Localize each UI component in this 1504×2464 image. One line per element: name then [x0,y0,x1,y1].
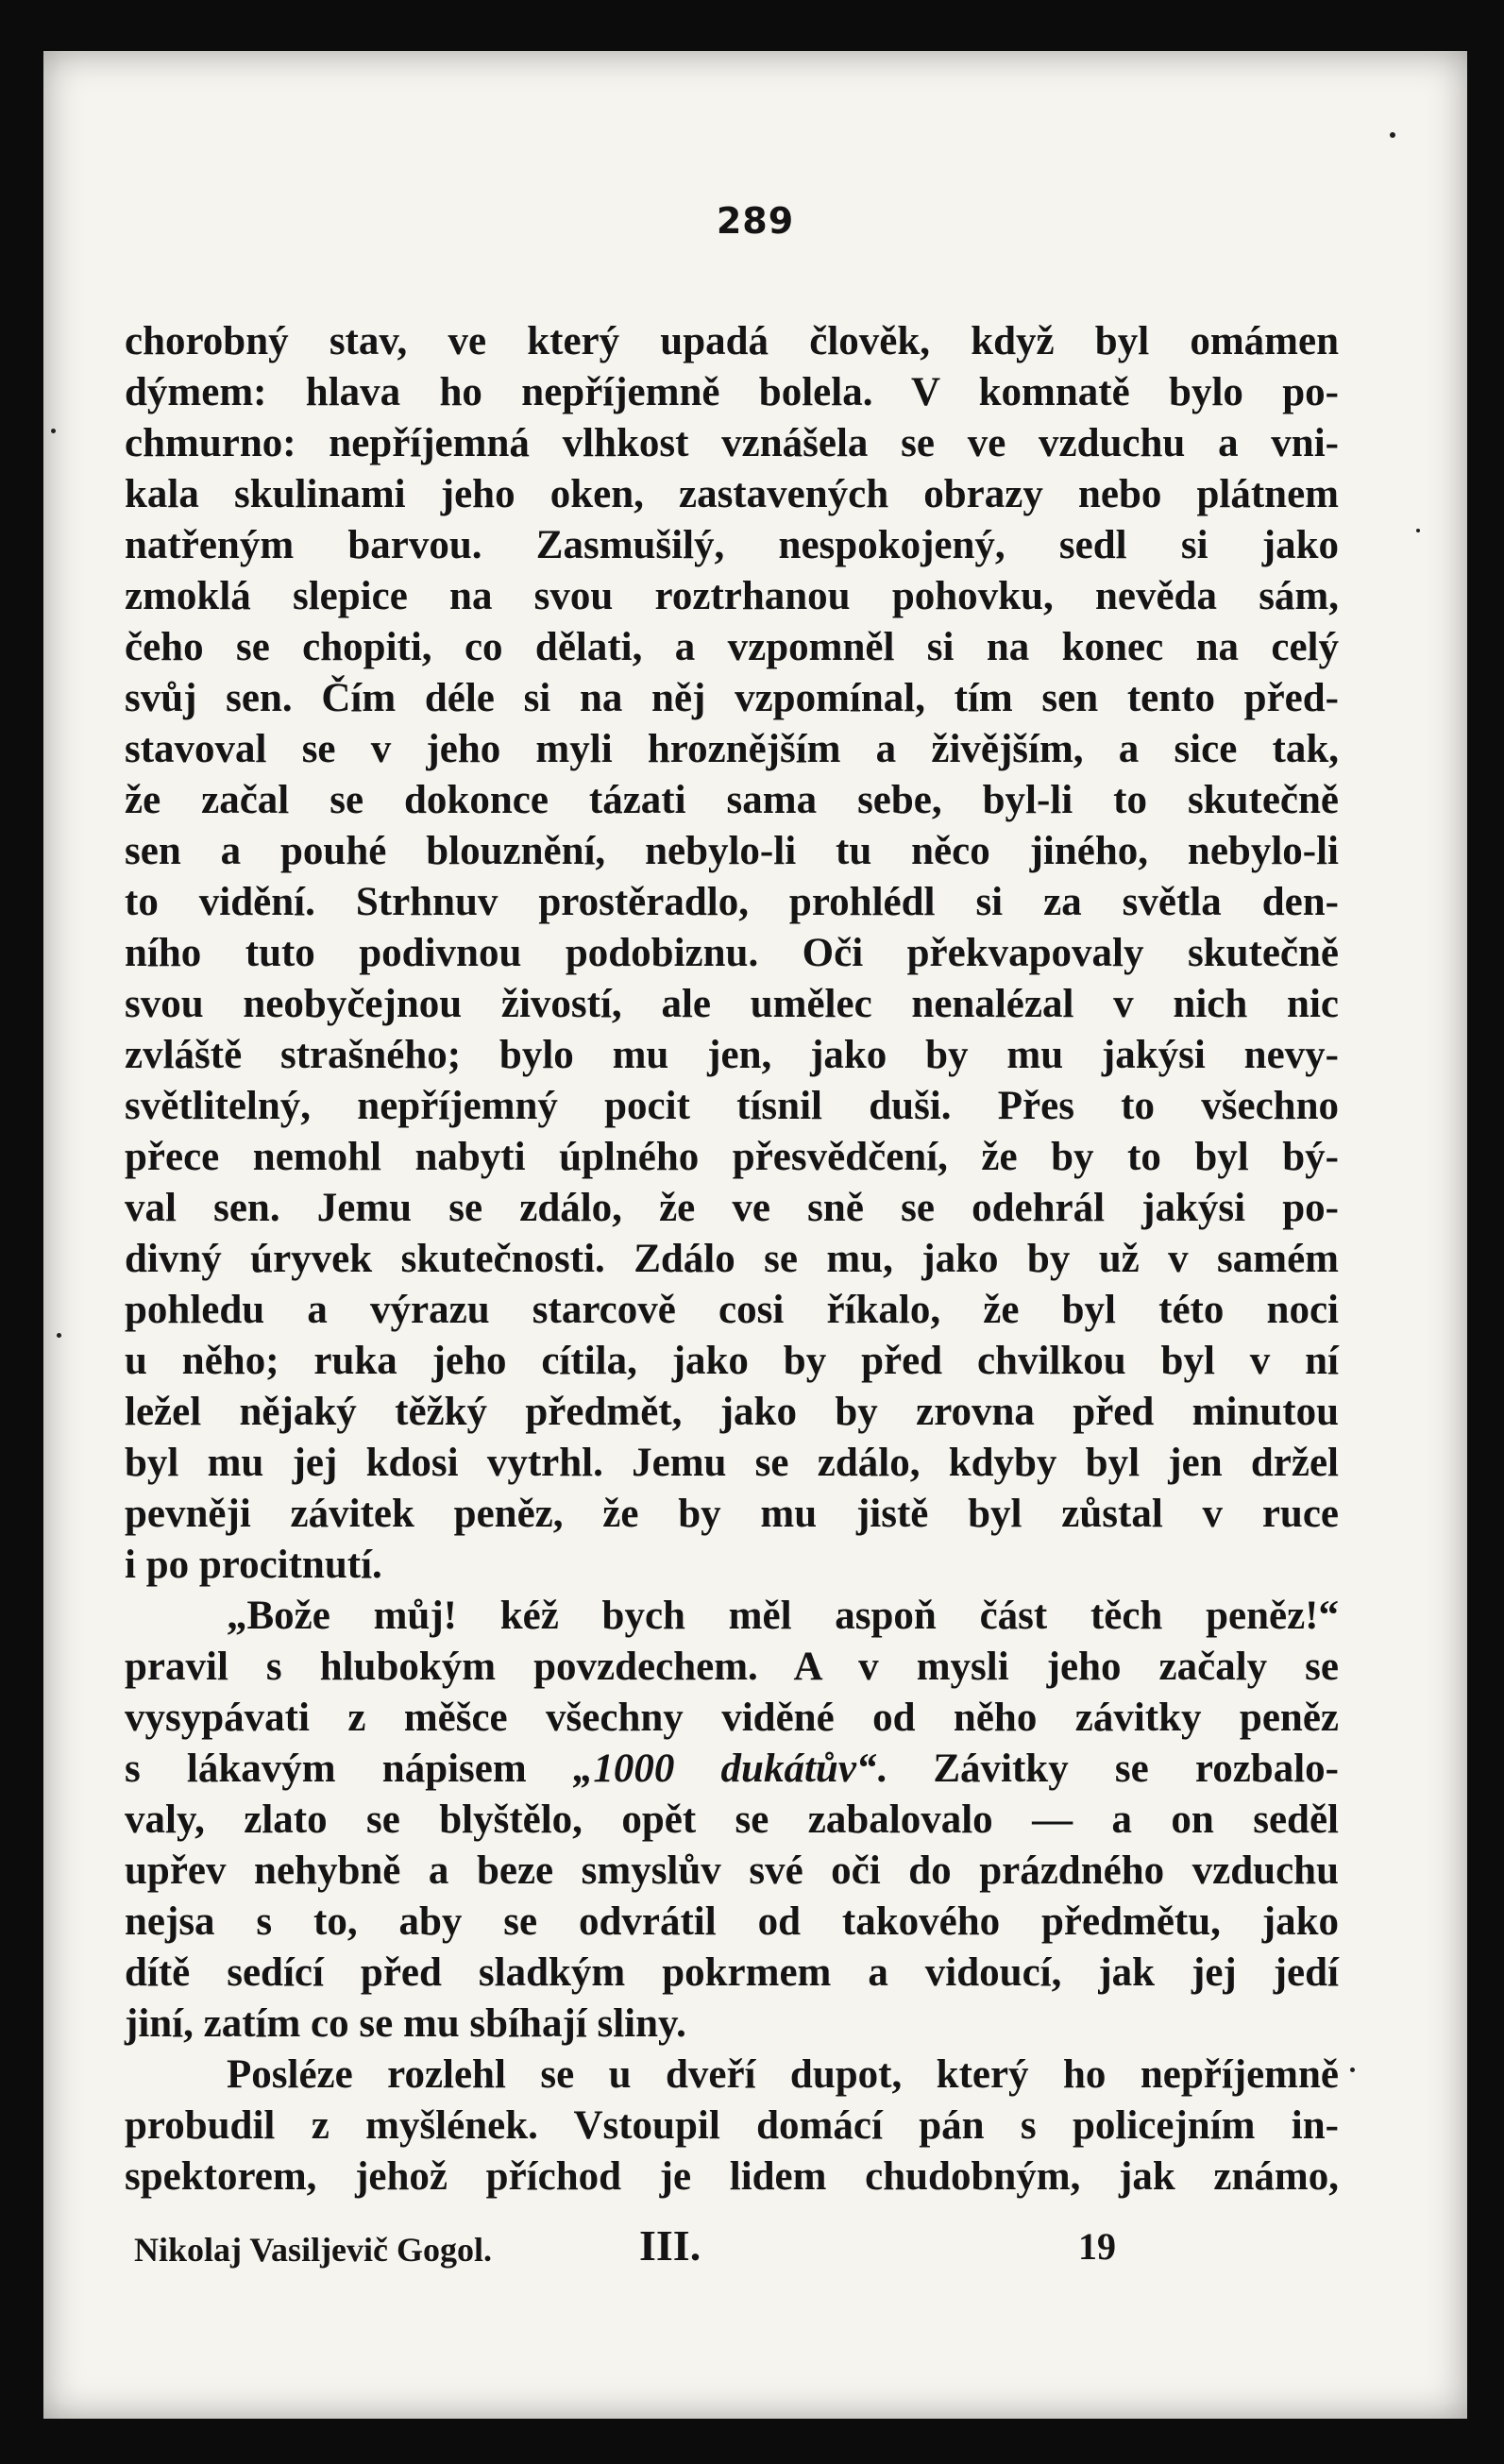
text-line: i po procitnutí. [125,1543,382,1587]
text-line: val sen. Jemu se zdálo, že ve sně se odehrál jakýsi po- [125,1186,1339,1230]
footer-signature: 19 [1078,2225,1116,2268]
text-line: divný úryvek skutečnosti. Zdálo se mu, jako by už v samém [125,1237,1339,1281]
text-line: Posléze rozlehl se u dveří dupot, který ho nepříjemně [227,2052,1339,2097]
text-segment: . Závitky se rozbalo- [876,1747,1339,1791]
text-line: spektorem, jehož příchod je lidem chudobným, jak známo, [125,2154,1339,2199]
text-line: vysypávati z měšce všechny viděné od něho závitky peněz [125,1696,1339,1740]
text-line: pevněji závitek peněz, že by mu jistě byl zůstal v ruce [125,1492,1339,1536]
text-line: světlitelný, nepříjemný pocit tísnil duši. Přes to všechno [125,1084,1339,1128]
text-line: byl mu jej kdosi vytrhl. Jemu se zdálo, kdyby byl jen držel [125,1441,1339,1485]
text-line: ležel nějaký těžký předmět, jako by zrovna před minutou [125,1390,1339,1434]
text-line: kala skulinami jeho oken, zastavených obrazy nebo plátnem [125,472,1339,516]
text-line: nejsa s to, aby se odvrátil od takového předmětu, jako [125,1899,1339,1944]
text-line: upřev nehybně a beze smyslův své oči do prázdného vzduchu [125,1848,1339,1893]
page-number: 289 [716,200,795,242]
scan-speck [1416,529,1420,532]
body-text [125,316,1339,2202]
scan-speck [1350,2067,1355,2072]
footer-author: Nikolaj Vasiljevič Gogol. [134,2231,493,2269]
text-line: přece nemohl nabyti úplného přesvědčení, že by to byl bý- [125,1135,1339,1179]
text-line: svůj sen. Čím déle si na něj vzpomínal, tím sen tento před- [125,676,1339,720]
italic-inscription: „1000 dukátův“ [572,1747,877,1791]
text-line: „Bože můj! kéž bych měl aspoň část těch peněz!“ [227,1594,1339,1638]
text-line: dítě sedící před sladkým pokrmem a vidoucí, jak jej jedí [125,1950,1339,1995]
text-line: ního tuto podivnou podobiznu. Oči překvapovaly skutečně [125,931,1339,975]
text-line: chmurno: nepříjemná vlhkost vznášela se ve vzduchu a vni- [125,421,1339,465]
text-line [125,1744,1339,1795]
scan-speck [51,429,56,433]
footer-volume: III. [639,2221,701,2270]
text-line: sen a pouhé blouznění, nebylo-li tu něco jiného, nebylo-li [125,829,1339,873]
book-page [43,51,1467,2419]
scan-speck [57,1333,61,1338]
text-line: stavoval se v jeho myli hroznějším a živějším, a sice tak, [125,727,1339,771]
text-line: jiní, zatím co se mu sbíhají sliny. [125,2001,686,2046]
text-line: chorobný stav, ve který upadá člověk, když byl omámen [125,319,1339,363]
page-footer [134,2220,1163,2271]
text-line: zvláště strašného; bylo mu jen, jako by mu jakýsi nevy- [125,1033,1339,1077]
text-line: to vidění. Strhnuv prostěradlo, prohlédl si za světla den- [125,880,1339,924]
text-line: pravil s hlubokým povzdechem. A v mysli jeho začaly se [125,1645,1339,1689]
text-line: valy, zlato se blyštělo, opět se zabalovalo — a on seděl [125,1797,1339,1842]
text-line: natřeným barvou. Zasmušilý, nespokojený, sedl si jako [125,523,1339,567]
text-line: probudil z myšlének. Vstoupil domácí pán s policejním in- [125,2103,1339,2148]
text-segment: s lákavým nápisem [125,1747,573,1791]
text-line: že začal se dokonce tázati sama sebe, byl-li to skutečně [125,778,1339,822]
text-line: čeho se chopiti, co dělati, a vzpomněl si na konec na celý [125,625,1339,669]
text-line: u něho; ruka jeho cítila, jako by před chvilkou byl v ní [125,1339,1339,1383]
text-line: svou neobyčejnou živostí, ale umělec nenalézal v nich nic [125,982,1339,1026]
scan-speck [1390,132,1395,138]
text-line: zmoklá slepice na svou roztrhanou pohovku, nevěda sám, [125,574,1339,618]
text-line: dýmem: hlava ho nepříjemně bolela. V komnatě bylo po- [125,370,1339,414]
text-line: pohledu a výrazu starcově cosi říkalo, že byl této noci [125,1288,1339,1332]
